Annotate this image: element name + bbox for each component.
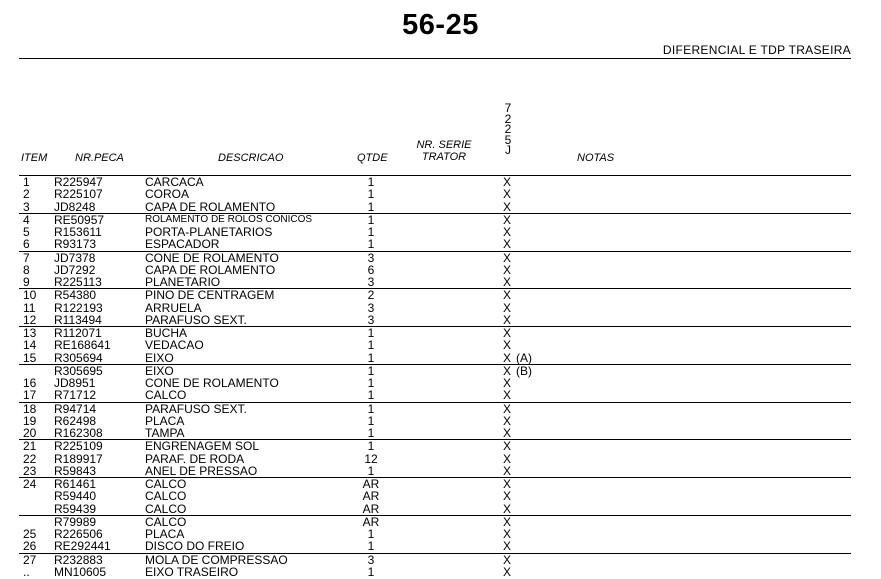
part-number: MN10605 (54, 564, 107, 579)
part-number: R162308 (54, 426, 103, 440)
part-number: R79989 (54, 514, 97, 529)
part-description: PLANETARIO (145, 275, 221, 289)
item-number: 4 (23, 212, 30, 227)
part-quantity: 3 (367, 275, 375, 289)
part-number: R94714 (54, 401, 97, 416)
item-number: .. (23, 564, 30, 579)
model-applicability-mark: X (502, 199, 511, 214)
item-number: 9 (23, 275, 30, 289)
part-quantity: AR (362, 477, 380, 491)
model-applicability-mark: X (502, 514, 511, 529)
part-note: (B) (516, 363, 532, 378)
model-applicability-mark: X (502, 539, 511, 554)
column-header-description: DESCRICAO (218, 152, 284, 164)
table-row (19, 289, 851, 301)
item-number: 8 (23, 262, 30, 277)
column-header-serial (412, 139, 476, 163)
item-number: 14 (23, 338, 37, 353)
model-applicability-mark: X (502, 312, 511, 327)
table-row (19, 214, 851, 226)
model-applicability-mark: X (502, 451, 511, 466)
item-number: 19 (23, 413, 37, 428)
part-description: PARAFUSO SEXT. (145, 401, 247, 416)
part-number: R113494 (54, 312, 102, 327)
part-description: PINO DE CENTRAGEM (145, 288, 275, 303)
table-row (19, 176, 851, 188)
part-number: R225109 (54, 439, 103, 454)
part-description: EIXO (145, 350, 174, 365)
part-number: R122193 (54, 300, 103, 315)
part-quantity: 1 (367, 539, 375, 554)
part-quantity: 1 (367, 388, 375, 403)
table-row (19, 540, 851, 552)
model-applicability-mark: X (502, 439, 511, 454)
column-header-quantity: QTDE (357, 152, 388, 164)
part-description: MOLA DE COMPRESSAO (145, 552, 288, 567)
table-row (19, 554, 851, 566)
item-number: 16 (23, 376, 37, 390)
column-header-model (503, 103, 513, 156)
part-description: PORTA-PLANETARIOS (145, 225, 273, 239)
item-number: 1 (23, 175, 30, 189)
item-number: 26 (23, 539, 37, 554)
part-quantity: 1 (367, 564, 375, 579)
part-quantity: 1 (367, 326, 375, 340)
model-applicability-mark: X (502, 501, 511, 516)
part-description: DISCO DO FREIO (145, 539, 245, 554)
part-number: JD8951 (54, 376, 96, 390)
row-group (19, 402, 851, 440)
item-number: 6 (23, 237, 30, 252)
table-row (19, 377, 851, 389)
item-number: 20 (23, 426, 37, 440)
row-group (19, 477, 851, 515)
table-row (19, 276, 851, 288)
model-applicability-mark: X (502, 237, 511, 252)
model-applicability-mark: X (502, 527, 511, 541)
part-description: PARAF. DE RODA (145, 451, 245, 466)
part-number: RE292441 (54, 539, 111, 554)
part-quantity: 1 (367, 439, 375, 454)
part-description: ANEL DE PRESSAO (145, 463, 258, 478)
row-group (19, 364, 851, 402)
table-row (19, 427, 851, 439)
model-applicability-mark: X (502, 212, 511, 227)
table-row (19, 528, 851, 540)
part-description: BUCHA (145, 326, 188, 340)
item-number: 12 (23, 312, 37, 327)
part-quantity: 12 (364, 451, 378, 466)
part-number: JD7292 (54, 262, 96, 277)
part-quantity: 3 (367, 250, 375, 265)
model-digit: 2 (504, 122, 512, 136)
item-number: 5 (23, 225, 30, 239)
table-row (19, 352, 851, 364)
part-number: R189917 (54, 451, 103, 466)
model-applicability-mark: X (502, 225, 511, 239)
model-applicability-mark: X (502, 489, 511, 504)
table-row (19, 339, 851, 351)
model-applicability-mark: X (502, 350, 511, 365)
part-quantity: 1 (367, 175, 375, 189)
model-digit: 5 (504, 132, 512, 147)
part-quantity: 1 (367, 376, 375, 390)
item-number: 22 (23, 451, 37, 466)
model-applicability-mark: X (502, 401, 511, 416)
part-description: COROA (145, 187, 190, 202)
model-applicability-mark: X (502, 288, 511, 303)
part-quantity: AR (362, 514, 380, 529)
table-row (19, 465, 851, 477)
part-description: PARAFUSO SEXT. (145, 312, 247, 327)
part-quantity: 1 (367, 527, 375, 541)
part-description: ESPACADOR (145, 237, 220, 252)
table-row (19, 365, 851, 377)
table-row (19, 238, 851, 250)
part-description: EIXO TRASEIRO (145, 564, 239, 579)
part-description: CALCO (145, 501, 187, 516)
part-quantity: 2 (367, 288, 375, 303)
part-number: R59440 (54, 489, 97, 504)
part-number: R61461 (54, 477, 97, 491)
part-quantity: 1 (367, 463, 375, 478)
part-number: R232883 (54, 552, 103, 567)
row-group (19, 175, 851, 213)
column-header-part-number: NR.PECA (75, 152, 124, 164)
model-applicability-mark: X (502, 250, 511, 265)
part-number: R62498 (54, 413, 97, 428)
model-applicability-mark: X (502, 564, 511, 579)
model-applicability-mark: X (502, 552, 511, 567)
model-digit: 2 (504, 111, 512, 126)
part-description: TAMPA (145, 426, 185, 440)
part-number: R305695 (54, 363, 103, 378)
row-group (19, 553, 851, 579)
part-description: EIXO (145, 363, 174, 378)
part-number: RE50957 (54, 212, 105, 227)
table-row (19, 503, 851, 515)
part-description: PLACA (145, 413, 185, 428)
parts-table (19, 175, 851, 578)
part-quantity: 1 (367, 187, 375, 202)
column-header-serial-line2: TRATOR (421, 151, 467, 163)
model-applicability-mark: X (502, 413, 511, 428)
part-quantity: AR (362, 501, 380, 516)
part-number: R54380 (54, 288, 97, 303)
table-row (19, 226, 851, 238)
table-row (19, 252, 851, 264)
table-row (19, 302, 851, 314)
item-number: 24 (23, 477, 37, 491)
column-header-serial-line1: NR. SERIE (416, 139, 472, 151)
item-number: 21 (23, 439, 37, 454)
table-row (19, 478, 851, 490)
model-applicability-mark: X (502, 477, 511, 491)
part-number: JD8248 (54, 199, 96, 214)
table-row (19, 440, 851, 452)
item-number: 17 (23, 388, 37, 403)
part-description: VEDACAO (145, 338, 204, 353)
model-applicability-mark: X (502, 262, 511, 277)
table-row (19, 314, 851, 326)
table-row (19, 389, 851, 401)
part-description: CONE DE ROLAMENTO (145, 376, 279, 390)
part-number: RE168641 (54, 338, 111, 353)
part-number: R225947 (54, 175, 103, 189)
part-quantity: AR (362, 489, 380, 504)
part-number: R93173 (54, 237, 97, 252)
row-group (19, 326, 851, 364)
part-description: PLACA (145, 527, 185, 541)
part-description: CALCO (145, 388, 187, 403)
table-row (19, 516, 851, 528)
part-quantity: 1 (367, 199, 375, 214)
part-quantity: 1 (367, 413, 375, 428)
model-applicability-mark: X (502, 275, 511, 289)
part-description: CALCO (145, 514, 187, 529)
model-digit: J (505, 143, 511, 157)
item-number: 13 (23, 326, 37, 340)
item-number: 2 (23, 187, 30, 202)
part-description: CAPA DE ROLAMENTO (145, 199, 276, 214)
model-applicability-mark: X (502, 363, 511, 378)
item-number: 10 (23, 288, 37, 303)
part-description: ARRUELA (145, 300, 202, 315)
item-number: 7 (23, 250, 30, 265)
item-number: 25 (23, 527, 37, 541)
part-quantity: 1 (367, 350, 375, 365)
item-number: 23 (23, 463, 37, 478)
item-number: 11 (23, 300, 36, 315)
row-group (19, 439, 851, 477)
part-number: R71712 (54, 388, 97, 403)
part-number: R153611 (54, 225, 102, 239)
row-group (19, 251, 851, 289)
part-description: CALCO (145, 489, 187, 504)
model-applicability-mark: X (502, 388, 511, 403)
column-header-notes: NOTAS (577, 152, 615, 164)
part-number: R59439 (54, 501, 97, 516)
part-quantity: 1 (367, 426, 375, 440)
part-description: ENGRENAGEM SOL (145, 439, 260, 454)
part-description: CALCO (145, 477, 187, 491)
part-number: JD7378 (54, 250, 96, 265)
model-applicability-mark: X (502, 326, 511, 340)
item-number: 3 (23, 199, 30, 214)
model-applicability-mark: X (502, 426, 511, 440)
part-quantity: 1 (367, 338, 375, 353)
column-header-item: ITEM (21, 152, 48, 164)
item-number: 18 (23, 401, 37, 416)
part-description: CAPA DE ROLAMENTO (145, 262, 276, 277)
part-quantity: 1 (367, 212, 375, 227)
table-row (19, 453, 851, 465)
model-applicability-mark: X (502, 175, 511, 189)
section-title: DIFERENCIAL E TDP TRASEIRA (662, 43, 851, 57)
table-row (19, 415, 851, 427)
part-description: CARCACA (145, 175, 204, 189)
part-quantity: 1 (367, 237, 375, 252)
table-row (19, 490, 851, 502)
model-applicability-mark: X (502, 376, 511, 390)
model-digit: 7 (504, 101, 512, 115)
row-group (19, 515, 851, 553)
part-quantity: 3 (367, 300, 375, 315)
part-number: R59843 (54, 463, 97, 478)
part-quantity: 1 (367, 363, 375, 378)
item-number: 27 (23, 552, 37, 567)
part-quantity: 1 (367, 401, 375, 416)
part-quantity: 3 (367, 312, 375, 327)
model-applicability-mark: X (502, 463, 511, 478)
item-number: 15 (23, 350, 37, 365)
part-number: R226506 (54, 527, 103, 541)
part-description: CONE DE ROLAMENTO (145, 250, 279, 265)
table-row (19, 188, 851, 200)
table-row (19, 201, 851, 213)
row-group (19, 288, 851, 326)
part-description: ROLAMENTO DE ROLOS CONICOS (145, 213, 313, 225)
model-applicability-mark: X (502, 187, 511, 202)
part-number: R225107 (54, 187, 103, 202)
table-row (19, 327, 851, 339)
part-quantity: 1 (367, 225, 375, 239)
table-row (19, 403, 851, 415)
part-quantity: 6 (367, 262, 375, 277)
header-rule (19, 58, 851, 59)
model-applicability-mark: X (502, 300, 511, 315)
part-note: (A) (516, 350, 532, 365)
part-number: R225113 (54, 275, 102, 289)
row-group (19, 213, 851, 251)
model-applicability-mark: X (502, 338, 511, 353)
table-row (19, 264, 851, 276)
part-number: R305694 (54, 350, 103, 365)
page-number: 56-25 (402, 9, 479, 41)
part-quantity: 3 (367, 552, 375, 567)
part-number: R112071 (54, 326, 102, 340)
